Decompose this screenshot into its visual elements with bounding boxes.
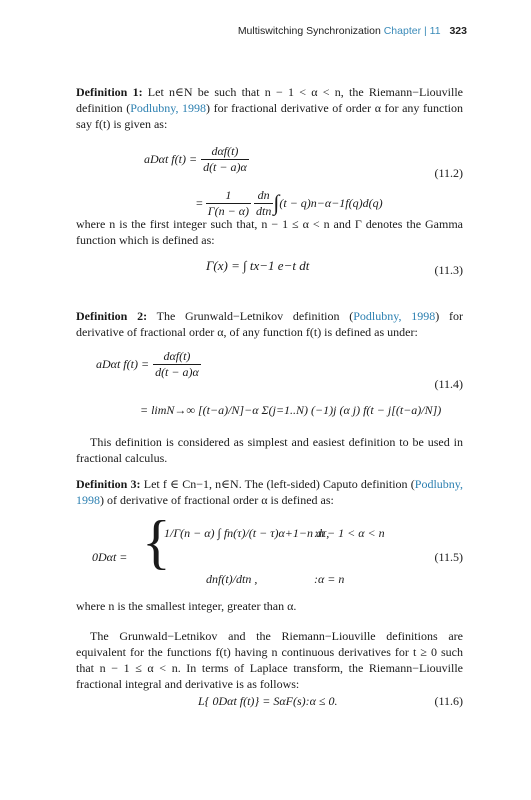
running-header xyxy=(238,25,467,37)
paragraph-gamma: where n is the first integer such that, n − 1 ≤ α < n and Γ denotes the Gamma function which is defined as: xyxy=(76,217,463,247)
eq-number-11-4: (11.4) xyxy=(434,377,463,391)
citation-link[interactable]: Podlubny, 1998 xyxy=(353,309,436,323)
header-title: Multiswitching Synchronization xyxy=(237,25,381,37)
page-number: 323 xyxy=(449,25,467,37)
eq-11-4-num: dαf(t) xyxy=(153,349,201,365)
eq-11-2-dden: dtn xyxy=(256,203,272,218)
definition-3-label: Definition 3: xyxy=(76,477,141,491)
equation-11-6: L{ 0Dαt f(t)} = SαF(s):α ≤ 0. xyxy=(198,694,338,708)
eq-11-2-lhs: aDαt f(t) = xyxy=(144,151,198,166)
definition-2 xyxy=(76,308,463,340)
eq-11-5-case1: 1/Γ(n − α) ∫ fn(τ)/(t − τ)α+1−n dτ, xyxy=(164,526,330,540)
integral-sign: ∫ xyxy=(273,190,280,215)
eq-11-5-lhs: 0Dαt = xyxy=(92,550,128,564)
equation-11-2: aDαt f(t) = $\frac{\text{dαf(t)}}{d(t - a)\alpha}$ = $\frac{1}{\Gamma(n - \alpha)}$ $\frac{dn}{\text{dtn}}$ ∫ (t − q)n−α−1f(q)d(q) xyxy=(144,143,383,218)
eq-11-5-cond2: :α = n xyxy=(314,572,345,586)
eq-11-5-cond1: :n − 1 < α < n xyxy=(314,526,385,540)
paragraph-equivalence: The Grunwald−Letnikov and the Riemann−Liouville definitions are equivalent for the functions f(t) having n continuous derivatives for t ≥ 0 such that n − 1 ≤ α < n. In terms of Laplace transform, the Riemann−Liouville fractional integral and derivative is as follows: xyxy=(76,629,463,691)
citation-link[interactable]: Podlubny, 1998 xyxy=(130,101,207,115)
left-brace: { xyxy=(142,509,171,575)
definition-1-label: Definition 1: xyxy=(76,85,143,99)
eq-11-4-den: d(t − a)α xyxy=(155,364,199,379)
definition-2-text-end: ) for derivative of fractional order α, of any function f(t) is defined as under: xyxy=(76,309,463,339)
citation-link[interactable]: Podlubny, 1998 xyxy=(76,477,463,507)
equation-11-5 xyxy=(76,509,385,598)
equation-11-4 xyxy=(96,344,441,436)
eq-number-11-6: (11.6) xyxy=(434,694,463,708)
eq-11-5-case2: dnf(t)/dtn , xyxy=(206,572,258,586)
eq-11-2-dnum: dn xyxy=(254,188,273,204)
eq-11-2-num1: dαf(t) xyxy=(201,144,249,160)
eq-11-2-num2: 1 xyxy=(206,188,251,204)
eq-11-2-integrand: (t − q)n−α−1f(q)d(q) xyxy=(279,195,383,210)
paragraph-simplest: This definition is considered as simplest and easiest definition to be used in fractional calculus. xyxy=(76,435,463,465)
definition-3-text: Let f ∈ Cn−1, n∈N. The (left-sided) Caputo definition ( xyxy=(143,477,415,491)
header-chapter: Chapter | 11 xyxy=(383,25,441,37)
definition-2-text: The Grunwald−Letnikov definition ( xyxy=(156,309,354,323)
eq-11-4-line2: = limN→∞ [(t−a)/N]−α Σ(j=1..N) (−1)j (α j) f(t − j[(t−a)/N]) xyxy=(140,402,442,417)
definition-3 xyxy=(76,476,463,508)
definition-1 xyxy=(76,84,463,132)
eq-number-11-5: (11.5) xyxy=(434,550,463,564)
equation-11-3: Γ(x) = ∫ tx−1 e−t dt xyxy=(206,258,310,273)
eq-number-11-2: (11.2) xyxy=(434,166,463,180)
definition-2-label: Definition 2: xyxy=(76,309,148,323)
paragraph-smallest: where n is the smallest integer, greater than α. xyxy=(76,599,297,613)
eq-number-11-3: (11.3) xyxy=(434,263,463,277)
definition-1-text: Let n∈N be such that n − 1 < α < n, the Riemann−Liouville definition ( xyxy=(76,85,463,115)
eq-11-4-lhs: aDαt f(t) = xyxy=(96,356,150,371)
definition-3-text-end: ) of derivative of fractional order α is defined as: xyxy=(100,493,334,507)
definition-1-text-end: ) for fractional derivative of order α for any function say f(t) is given as: xyxy=(76,101,463,131)
eq-11-2-den2: Γ(n − α) xyxy=(207,203,249,218)
eq-11-2-den1: d(t − a)α xyxy=(203,159,247,174)
